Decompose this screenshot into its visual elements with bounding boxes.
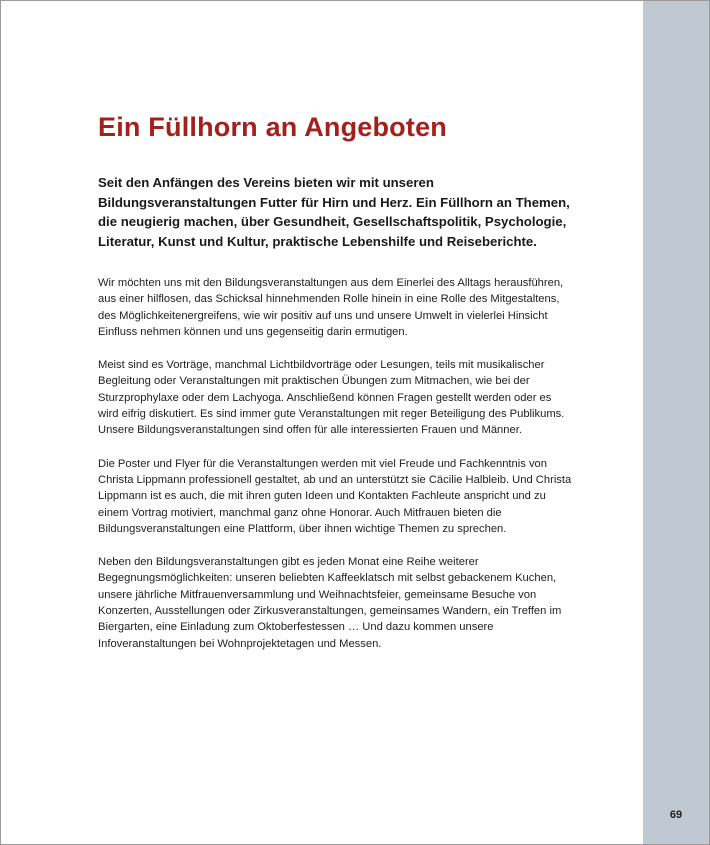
body-text bbox=[98, 275, 573, 652]
page-title: Ein Füllhorn an Angeboten bbox=[98, 112, 447, 142]
body-paragraph-2: Meist sind es Vorträge, manchmal Lichtbildvorträge oder Lesungen, teils mit musikalischer Begleitung oder Veranstaltungen mit praktischen Übungen zum Mitmachen, wie bei der Sturzprophylaxe oder dem Lachyoga. Anschließend können Fragen gestellt werden oder es wird eifrig diskutiert. Es sind immer gute Veranstaltungen mit reger Beteiligung des Publikums. Unsere Bildungsveranstaltungen sind offen für alle interessierten Frauen und Männer. bbox=[98, 359, 565, 437]
side-margin-bar bbox=[643, 1, 709, 844]
page-number: 69 bbox=[669, 809, 683, 821]
body-paragraph-3: Die Poster und Flyer für die Veranstaltungen werden mit viel Freude und Fachkenntnis von Christa Lippmann professionell gestaltet, ab und an unterstützt sie Cäcilie Halbleib. Und Christa Lippmann ist es auch, die mit ihren guten Ideen und Kontakten Fachleute anspricht und zu einem Vortrag motiviert, manchmal ganz ohne Honorar. Auch Mitfrauen bieten die Bildungsveranstaltungen eine Plattform, über ihnen wichtige Themen zu sprechen. bbox=[98, 457, 572, 535]
lead-paragraph: Seit den Anfängen des Vereins bieten wir mit unseren Bildungsveranstaltungen Futter für Hirn und Herz. Ein Füllhorn an Themen, die neugierig machen, über Gesundheit, Gesellschaftspolitik, Psychologie, Literatur, Kunst und Kultur, praktische Lebenshilfe und Reiseberichte. bbox=[98, 175, 570, 249]
body-paragraph-1: Wir möchten uns mit den Bildungsveranstaltungen aus dem Einerlei des Alltags herausführen, aus einer hilflosen, das Schicksal hinnehmenden Rolle hinein in eine Rolle des Mitgestaltens, des Möglichkeitenergreifens, wie wir positiv auf uns und unsere Umwelt in vielerlei Hinsicht Einfluss nehmen können und uns gegenseitig darin ermutigen. bbox=[98, 277, 564, 338]
page-content bbox=[98, 111, 573, 669]
body-paragraph-4: Neben den Bildungsveranstaltungen gibt es jeden Monat eine Reihe weiterer Begegnungsmöglichkeiten: unseren beliebten Kaffeeklatsch mit selbst gebackenem Kuchen, unsere jährliche Mitfrauenversammlung und Weihnachtsfeier, gemeinsame Besuche von Konzerten, Ausstellungen oder Zirkusveranstaltungen, gemeinsames Wandern, ein Treffen im Biergarten, eine Einladung zum Oktoberfestessen … Und dazu kommen unsere Infoveranstaltungen bei Wohnprojektetagen und Messen. bbox=[98, 556, 562, 650]
